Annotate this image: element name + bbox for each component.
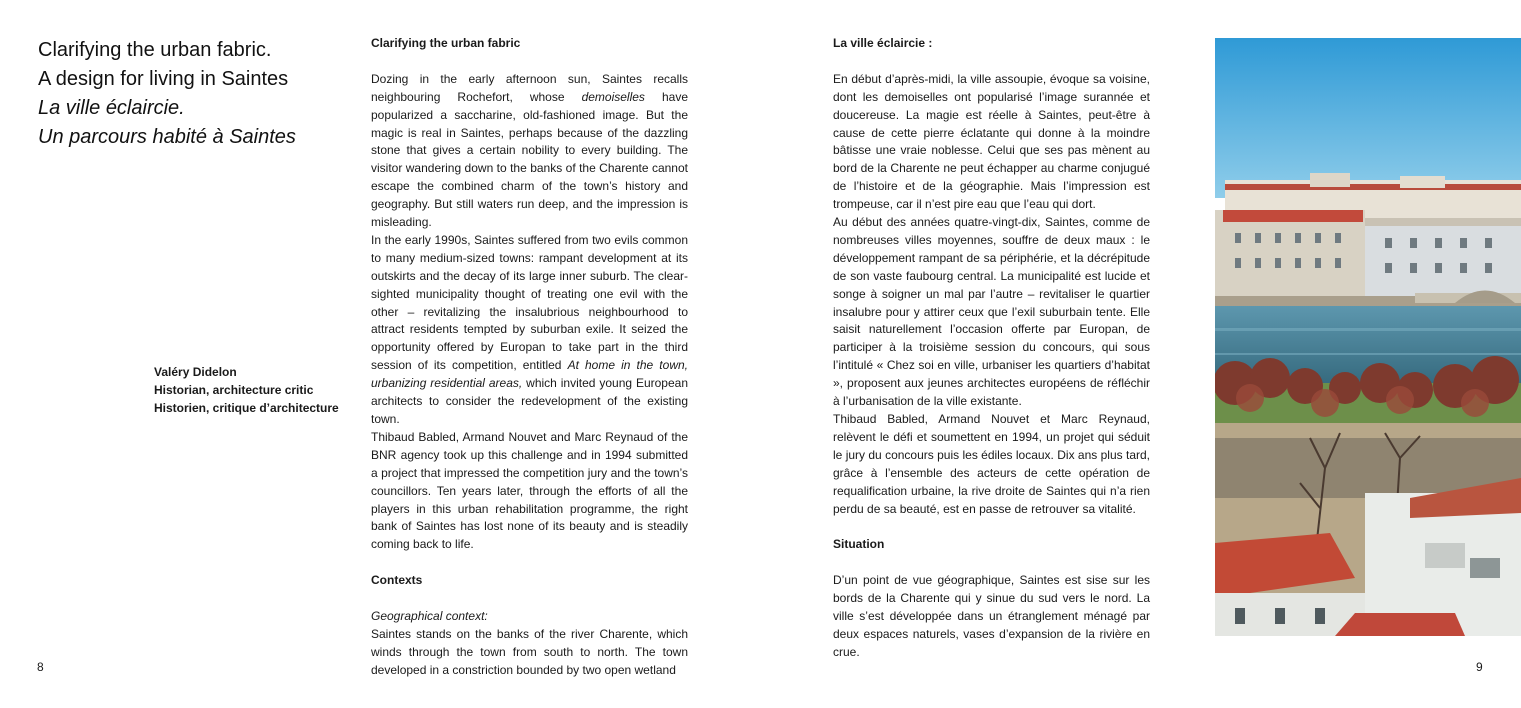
paragraph-fr-4: D’un point de vue géographique, Saintes est sise sur les bords de la Charente qui y sinue du sud vers le nord. La ville s’est développée dans un étranglement ménagé par deux espaces naturels, vases d’expansion de la rivière en crue.	[833, 573, 1150, 659]
page-number-right: 9	[1476, 660, 1483, 674]
paragraph-en-4: Saintes stands on the banks of the river Charente, which winds through the town from south to north. The town developed in a constriction bounded by two open wetland	[371, 626, 688, 677]
paragraph-fr-1: En début d’après-midi, la ville assoupie, évoque sa voisine, dont les demoiselles ont popularisé l’image surannée et doucereuse. La magie est réelle à Saintes, peut-être à cause de cette pierre éclatante qui donne à la moindre bâtisse une vraie noblesse. Celui que ses pas mènent au bord de la Charente ne peut échapper au charme conjugué de l’histoire et de la géographie. Mais l’impression est trompeuse, car il n’est pire eau que l’eau qui dort.	[833, 71, 1150, 212]
page-number-left: 8	[37, 660, 44, 674]
author-role-fr: Historien, critique d’architecture	[154, 401, 339, 415]
section-heading-contexts: Contexts	[371, 573, 423, 588]
french-column	[833, 35, 1150, 662]
subheading-geo: Geographical context:	[371, 608, 488, 623]
section-heading-fr: La ville éclaircie :	[833, 36, 933, 50]
saintes-river-photo	[1215, 38, 1521, 636]
section-heading-situation: Situation	[833, 537, 885, 552]
paragraph-fr-2: Au début des années quatre-vingt-dix, Saintes, comme de nombreuses villes moyennes, souffre de deux maux : le développement rampant de sa périphérie, et la décrépitude de son vaste faubourg central. La municipalité est lucide et songe à soigner un mal par l’autre – revitaliser le quartier insalubre pour y attirer ceux que l’exil suburbain tente. Elle saisit naturellement l’occasion offerte par Europan, de participer à la troisième session du concours, qui sous l’intitulé « Chez soi en ville, urbaniser les quartiers d’habitat », proposent aux jeunes architectes européens de réfléchir à l’urbanisation de la ville existante.	[833, 215, 1150, 409]
author-name: Valéry Didelon	[154, 365, 237, 379]
paragraph-en-2: In the early 1990s, Saintes suffered from two evils common to many medium-sized towns: rampant development at its outskirts and the decay of its large inner suburb. The clear-sighted municipality thought of treating one evil with the other – revitalizing the insalubrious neighbourhood to attract residents tempted by suburban exile. It seized the opportunity offered by Europan to take part in the third session of its competition, entitled At home in the town, urbanizing residential areas, which invited young European architects to consider the redevelopment of the existing town.	[371, 232, 688, 427]
author-block	[154, 363, 344, 417]
paragraph-fr-3: Thibaud Babled, Armand Nouvet et Marc Reynaud, relèvent le défi et soumettent en 1994, un projet qui séduit le jury du concours puis les édiles locaux. Dix ans plus tard, grâce à l’ensemble des acteurs de cette opération de requalification urbaine, la rive droite de Saintes qui n’a rien perdu de sa beauté, est en passe de retrouver sa vitalité.	[833, 412, 1150, 516]
page-title	[38, 36, 338, 152]
paragraph-en-3: Thibaud Babled, Armand Nouvet and Marc Reynaud of the BNR agency took up this challenge and in 1994 submitted a project that impressed the competition jury and the town’s councillors. Ten years later, through the efforts of all the players in this urban rehabilitation programme, the right bank of Saintes has lost none of its beauty and is steadily coming back to life.	[371, 429, 688, 552]
section-heading-en: Clarifying the urban fabric	[371, 36, 521, 50]
title-line-fr-2: Un parcours habité à Saintes	[38, 126, 296, 148]
title-line-fr-1: La ville éclaircie.	[38, 97, 185, 119]
author-role-en: Historian, architecture critic	[154, 383, 314, 397]
title-line-en-2: A design for living in Saintes	[38, 68, 289, 90]
title-line-en-1: Clarifying the urban fabric.	[38, 39, 272, 61]
english-column	[371, 35, 688, 680]
paragraph-en-1: Dozing in the early afternoon sun, Saintes recalls neighbouring Rochefort, whose demoiselles have popularized a saccharine, old-fashioned image. But the magic is real in Saintes, perhaps because of the dazzling stone that gives a certain nobility to every building. The visitor wandering down to the banks of the Charente cannot escape the combined charm of the town’s history and geography. But still waters run deep, and the impression is misleading.	[371, 71, 688, 230]
